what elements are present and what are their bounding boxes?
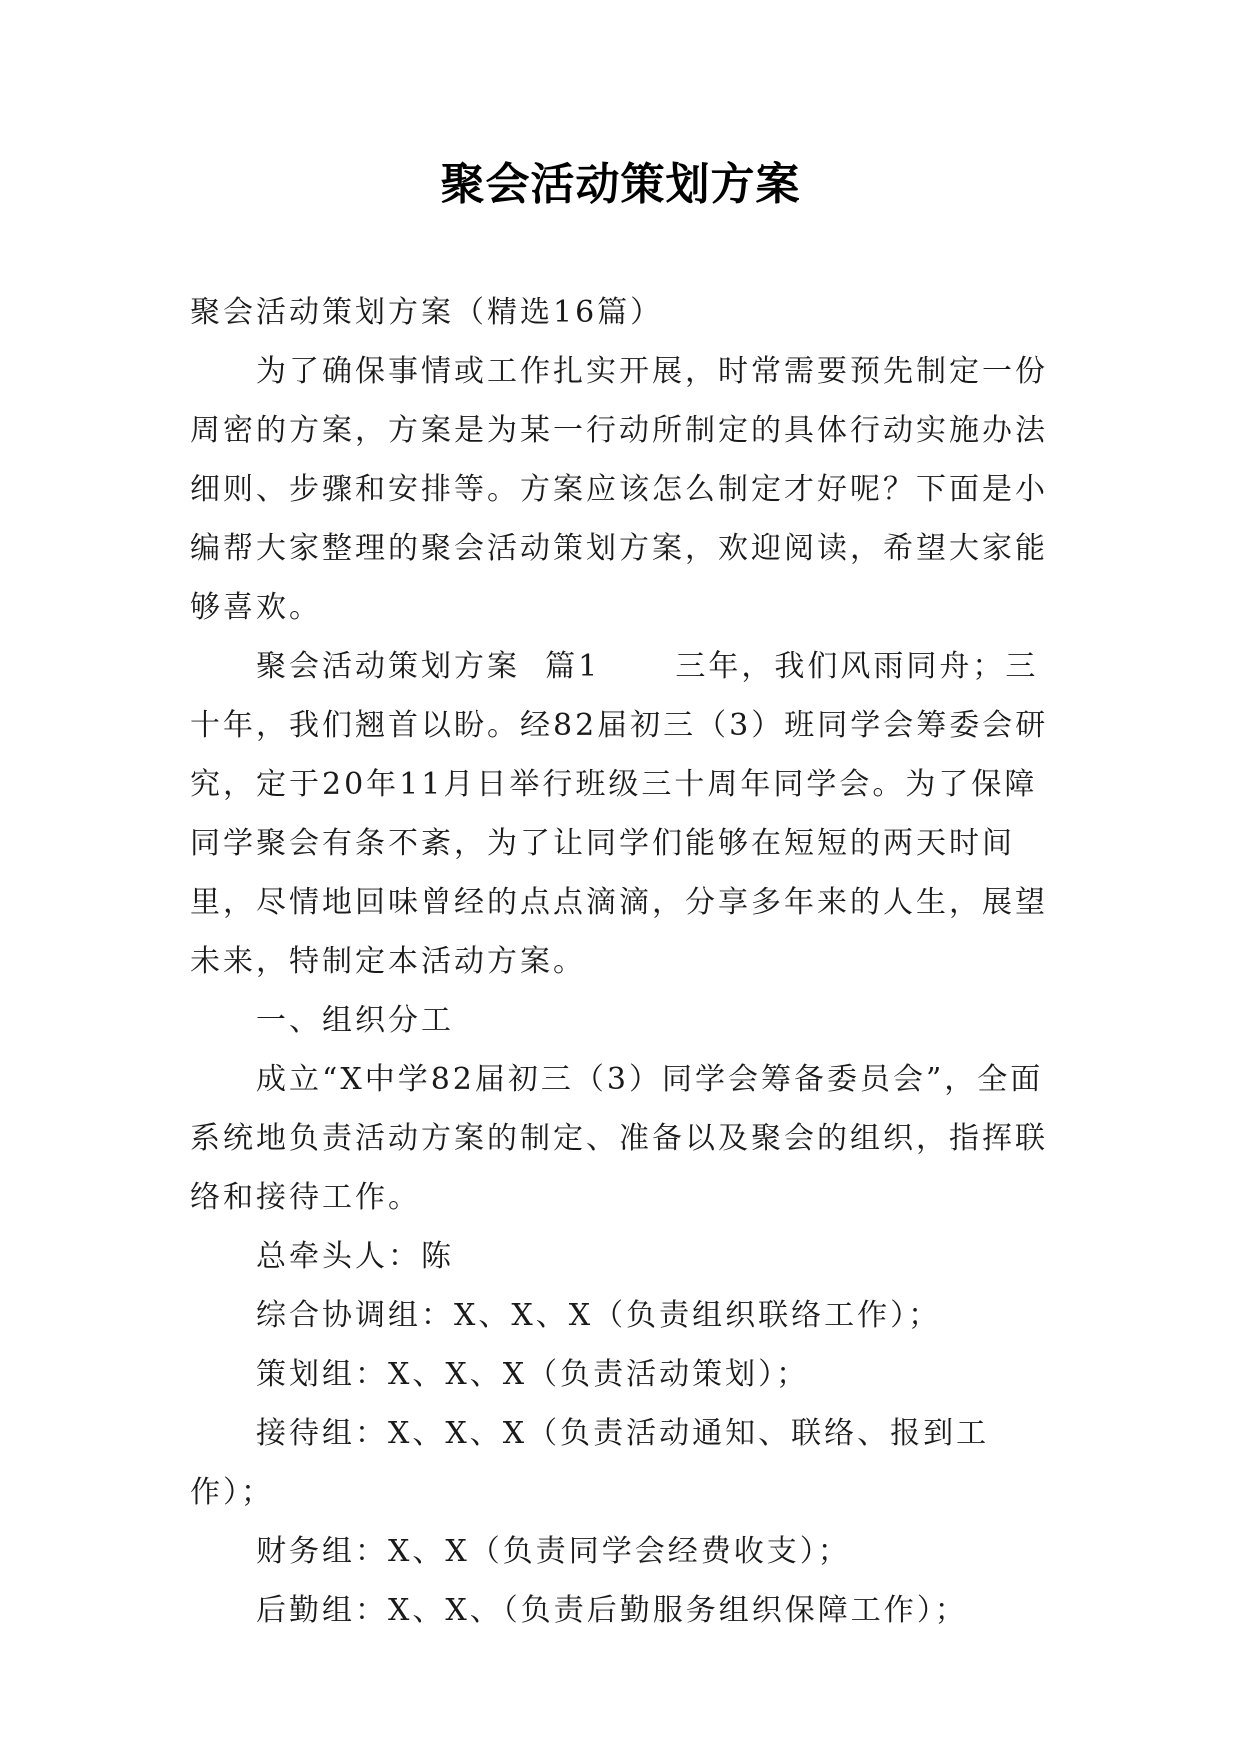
planning-group-line: 策划组：X、X、X（负责活动策划）； bbox=[256, 1357, 810, 1392]
logistics-group-line: 后勤组：X、X、（负责后勤服务组织保障工作）； bbox=[256, 1593, 968, 1628]
document-body bbox=[190, 283, 1062, 1640]
finance-group-line: 财务组：X、X（负责同学会经费收支）； bbox=[256, 1534, 851, 1569]
lead-person-line: 总牵头人：陈 bbox=[256, 1239, 454, 1274]
document-title: 聚会活动策划方案 bbox=[440, 159, 801, 210]
subtitle-paragraph: 聚会活动策划方案（精选16篇） bbox=[190, 295, 664, 330]
reception-group-line: 接待组：X、X、X（负责活动通知、联络、报到工作）； bbox=[190, 1416, 990, 1510]
heading-organization: 一、组织分工 bbox=[256, 1003, 454, 1038]
intro-paragraph: 为了确保事情或工作扎实开展，时常需要预先制定一份周密的方案，方案是为某一行动所制定的具体行动实施办法细则、步骤和安排等。方案应该怎么制定才好呢？下面是小编帮大家整理的聚会活动策划方案，欢迎阅读，希望大家能够喜欢。 bbox=[190, 354, 1048, 625]
committee-paragraph: 成立“X中学82届初三（3）同学会筹备委员会”，全面系统地负责活动方案的制定、准备以及聚会的组织，指挥联络和接待工作。 bbox=[190, 1062, 1048, 1215]
section-1-paragraph: 聚会活动策划方案 篇1 三年，我们风雨同舟；三十年，我们翘首以盼。经82届初三（3）班同学会筹委会研究，定于20年11月日举行班级三十周年同学会。为了保障同学聚会有条不紊，为了让同学们能够在短短的两天时间里，尽情地回味曾经的点点滴滴，分享多年来的人生，展望未来，特制定本活动方案。 bbox=[190, 649, 1049, 979]
coordination-group-line: 综合协调组：X、X、X（负责组织联络工作）； bbox=[256, 1298, 942, 1333]
